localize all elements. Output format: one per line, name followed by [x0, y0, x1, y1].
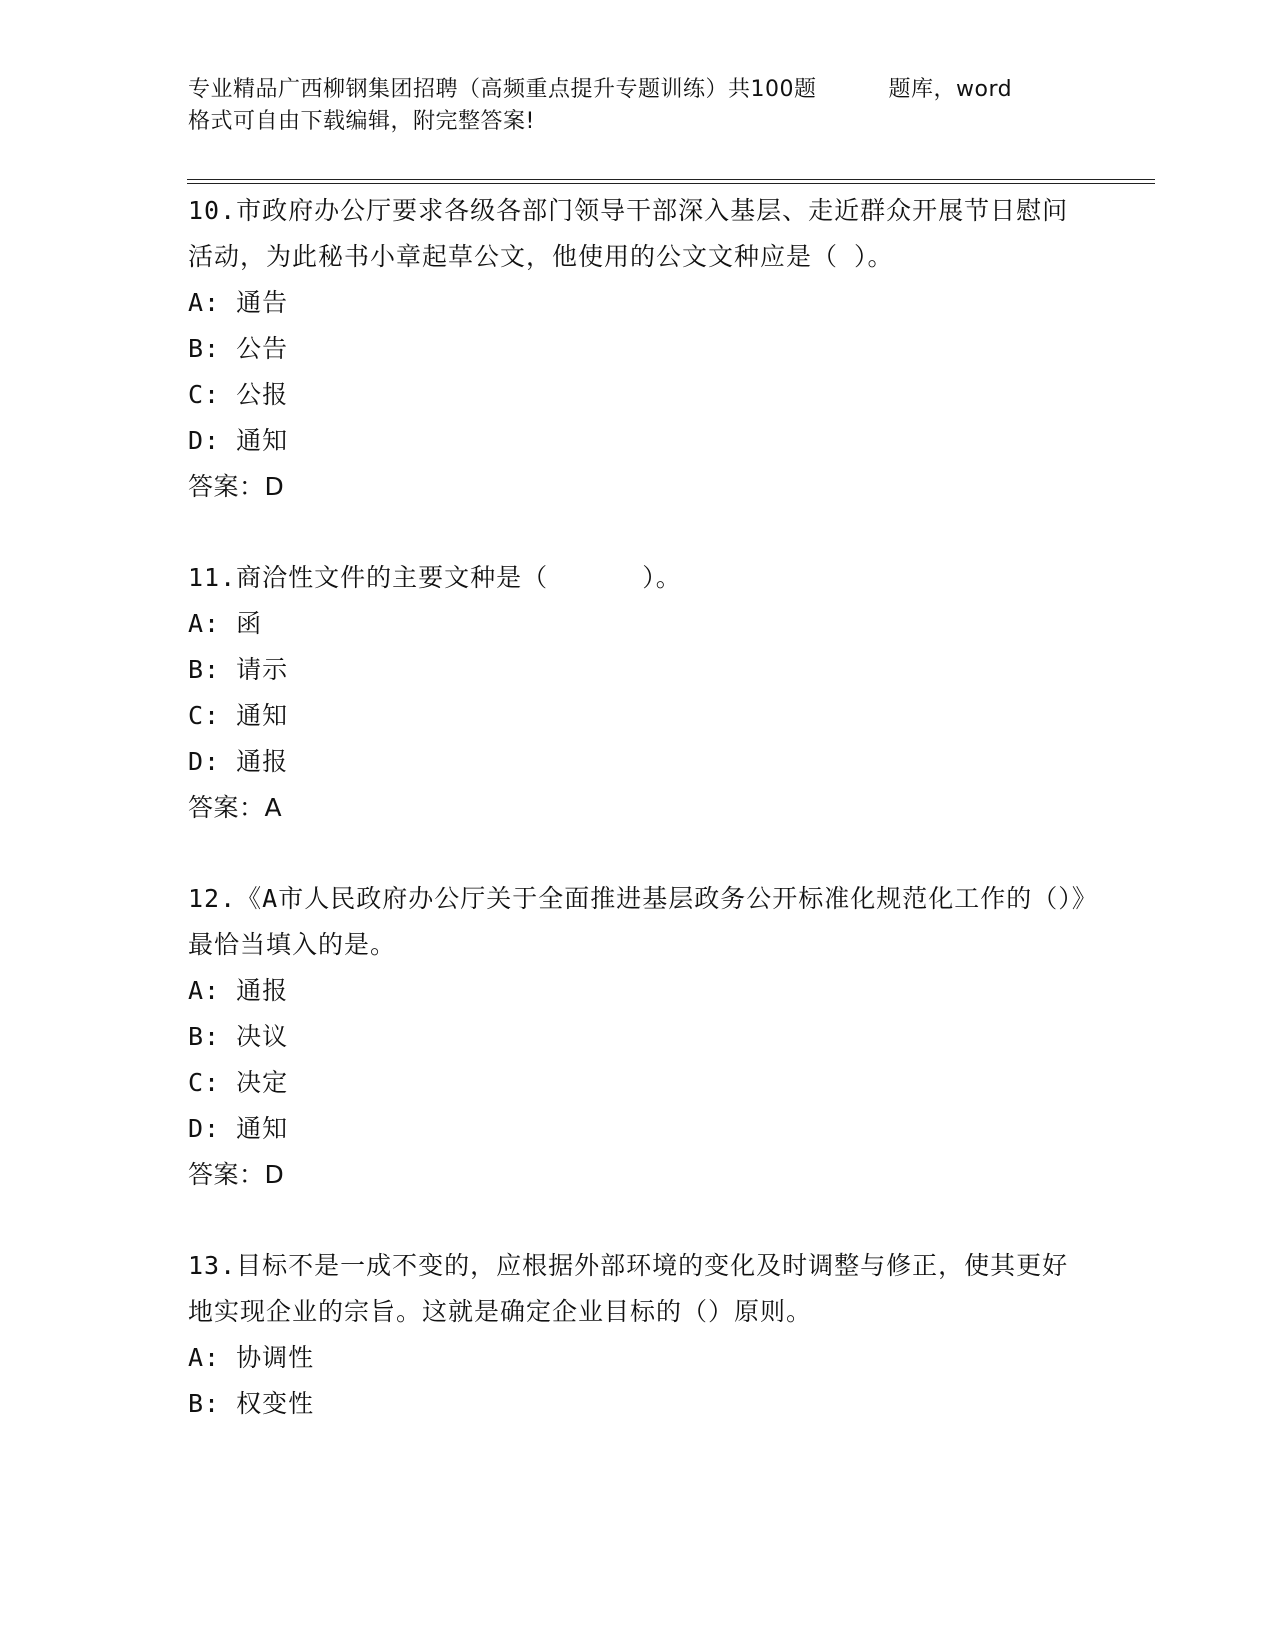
- option-b: B: 请示: [188, 655, 289, 684]
- header-divider-bottom: [187, 183, 1155, 184]
- option-b: B: 决议: [188, 1022, 289, 1051]
- option-c: C: 通知: [188, 701, 289, 730]
- option-c: C: 公报: [188, 380, 289, 409]
- header-line-1: [188, 74, 1088, 106]
- option-d: D: 通报: [188, 747, 289, 776]
- option-a: A: 通告: [188, 288, 289, 317]
- answer-text: 答案：D: [188, 472, 285, 501]
- option-a: A: 函: [188, 609, 263, 638]
- page-header: [188, 74, 1088, 138]
- question-stem: 11.商洽性文件的主要文种是（ ）。: [188, 563, 682, 592]
- header-title: 专业精品广西柳钢集团招聘（高频重点提升专题训练）共100题: [188, 77, 817, 102]
- question-stem: 12.《A市人民政府办公厅关于全面推进基层政务公开标准化规范化工作的（）》最恰当填入的是。: [188, 884, 1086, 959]
- option-a: A: 协调性: [188, 1343, 315, 1372]
- question-11: [188, 555, 1088, 831]
- header-divider-top: [187, 179, 1155, 180]
- option-d: D: 通知: [188, 426, 289, 455]
- option-a: A: 通报: [188, 976, 289, 1005]
- option-b: B: 权变性: [188, 1389, 315, 1418]
- question-stem: 13.目标不是一成不变的，应根据外部环境的变化及时调整与修正，使其更好地实现企业的宗旨。这就是确定企业目标的（）原则。: [188, 1251, 1069, 1326]
- option-b: B: 公告: [188, 334, 289, 363]
- answer-text: 答案：D: [188, 1160, 285, 1189]
- option-c: C: 决定: [188, 1068, 289, 1097]
- option-d: D: 通知: [188, 1114, 289, 1143]
- answer-text: 答案：A: [188, 793, 283, 822]
- question-10: [188, 188, 1088, 510]
- question-13: [188, 1243, 1088, 1427]
- question-stem: 10.市政府办公厅要求各级各部门领导干部深入基层、走近群众开展节日慰问活动，为此秘书小章起草公文，他使用的公文文种应是（ ）。: [188, 196, 1069, 271]
- question-list: [188, 188, 1088, 1427]
- header-title-suffix: 题库，word: [888, 77, 1013, 102]
- question-12: [188, 876, 1088, 1198]
- header-line-2: 格式可自由下载编辑，附完整答案!: [188, 109, 535, 134]
